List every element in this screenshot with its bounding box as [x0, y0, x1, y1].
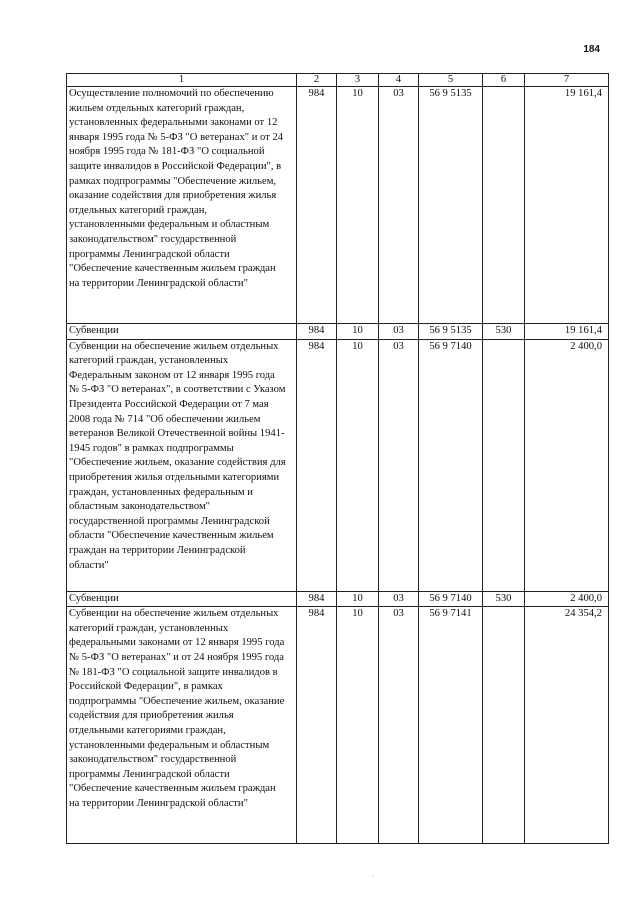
cell-amount: 2 400,0	[525, 339, 609, 591]
table-row	[67, 607, 609, 844]
cell-ministry-code: 984	[297, 607, 337, 844]
cell-subsection: 03	[379, 591, 419, 607]
table-row	[67, 591, 609, 607]
cell-section: 10	[337, 591, 379, 607]
header-row	[67, 74, 609, 87]
cell-target-article: 56 9 7141	[419, 607, 483, 844]
cell-expense-type	[483, 87, 525, 324]
cell-amount: 19 161,4	[525, 87, 609, 324]
cell-subsection: 03	[379, 607, 419, 844]
cell-subsection: 03	[379, 324, 419, 340]
row-description: Субвенции на обеспечение жильем отдельных категорий граждан, установленных Федеральным законом от 12 января 1995 года № 5-ФЗ "О ветеранах", в соответствии с Указом Президента Российской Федерации от 7 мая 2008 года № 714 "Об обеспечении жильем ветеранов Великой Отечественной войны 1941- 1945 годов" в рамках подпрограммы "Обеспечение жильем, оказание содействия для приобретения жилья отдельными категориями граждан, установленных федеральным и областным законодательством" государственной программы Ленинградской области "Обеспечение качественным жильем граждан на территории Ленинградской области"	[67, 339, 297, 591]
page-number: 184	[583, 44, 600, 55]
cell-target-article: 56 9 7140	[419, 591, 483, 607]
column-header: 4	[379, 74, 419, 87]
cell-subsection: 03	[379, 339, 419, 591]
cell-target-article: 56 9 7140	[419, 339, 483, 591]
table-row	[67, 324, 609, 340]
cell-amount: 2 400,0	[525, 591, 609, 607]
cell-expense-type	[483, 607, 525, 844]
row-description: Субвенции на обеспечение жильем отдельных категорий граждан, установленных федеральными законами от 12 января 1995 года № 5-ФЗ "О ветеранах" и от 24 ноября 1995 года № 181-ФЗ "О социальной защите инвалидов в Российской Федерации", в рамках подпрограммы "Обеспечение жильем, оказание содействия для приобретения жилья отдельными категориями граждан, установленными федеральным и областным законодательством" государственной программы Ленинградской области "Обеспечение качественным жильем граждан на территории Ленинградской области"	[67, 607, 297, 844]
column-header: 1	[67, 74, 297, 87]
scan-mark: `	[372, 876, 374, 882]
cell-ministry-code: 984	[297, 324, 337, 340]
table-row	[67, 87, 609, 324]
cell-ministry-code: 984	[297, 591, 337, 607]
cell-section: 10	[337, 324, 379, 340]
row-description: Субвенции	[67, 324, 297, 340]
row-description: Субвенции	[67, 591, 297, 607]
cell-section: 10	[337, 339, 379, 591]
cell-expense-type: 530	[483, 591, 525, 607]
cell-ministry-code: 984	[297, 339, 337, 591]
column-header: 6	[483, 74, 525, 87]
row-description: Осуществление полномочий по обеспечению жильем отдельных категорий граждан, установленных федеральными законами от 12 января 1995 года № 5-ФЗ "О ветеранах" и от 24 ноября 1995 года № 181-ФЗ "О социальной защите инвалидов в Российской Федерации", в рамках подпрограммы "Обеспечение жильем, оказание содействия для приобретения жилья отдельных категорий граждан, установленными федеральным и областным законодательством" государственной программы Ленинградской области "Обеспечение качественным жильем граждан на территории Ленинградской области"	[67, 87, 297, 324]
column-header: 7	[525, 74, 609, 87]
budget-table	[66, 73, 609, 844]
cell-expense-type: 530	[483, 324, 525, 340]
cell-amount: 19 161,4	[525, 324, 609, 340]
column-header: 5	[419, 74, 483, 87]
cell-section: 10	[337, 607, 379, 844]
cell-target-article: 56 9 5135	[419, 324, 483, 340]
cell-expense-type	[483, 339, 525, 591]
cell-amount: 24 354,2	[525, 607, 609, 844]
cell-subsection: 03	[379, 87, 419, 324]
cell-section: 10	[337, 87, 379, 324]
cell-target-article: 56 9 5135	[419, 87, 483, 324]
column-header: 3	[337, 74, 379, 87]
column-header: 2	[297, 74, 337, 87]
cell-ministry-code: 984	[297, 87, 337, 324]
table-row	[67, 339, 609, 591]
